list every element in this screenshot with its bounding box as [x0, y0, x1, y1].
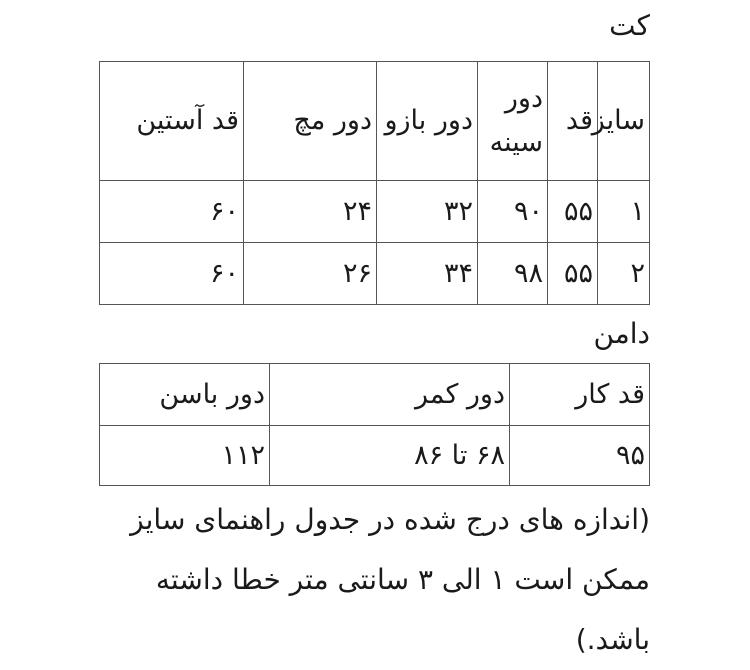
- table-cell: ۱: [598, 181, 650, 243]
- skirt-title: دامن: [593, 317, 650, 350]
- header-size: سایز: [598, 62, 650, 181]
- table-cell: ۹۸: [478, 243, 548, 305]
- table-cell: ۶۰: [100, 243, 244, 305]
- table-header-row: [100, 364, 650, 426]
- table-row: [100, 426, 650, 486]
- table-row: [100, 181, 650, 243]
- table-cell: ۵۵: [548, 181, 598, 243]
- header-arm: دور بازو: [377, 62, 478, 181]
- table-cell: ۳۴: [377, 243, 478, 305]
- table-header-row: [100, 62, 650, 181]
- table-cell: ۶۰: [100, 181, 244, 243]
- table-cell: ۲۴: [244, 181, 377, 243]
- header-hip: دور باسن: [100, 364, 270, 426]
- header-skirt-length: قد کار: [510, 364, 650, 426]
- jacket-size-table: [99, 61, 650, 305]
- header-length: قد: [548, 62, 598, 181]
- header-wrist: دور مچ: [244, 62, 377, 181]
- table-cell: ۹۰: [478, 181, 548, 243]
- header-chest: دور سینه: [478, 62, 548, 181]
- table-cell: ۵۵: [548, 243, 598, 305]
- header-waist: دور کمر: [270, 364, 510, 426]
- table-row: [100, 243, 650, 305]
- table-cell: ۲: [598, 243, 650, 305]
- table-cell: ۶۸ تا ۸۶: [270, 426, 510, 486]
- table-cell: ۱۱۲: [100, 426, 270, 486]
- skirt-size-table: [99, 363, 650, 486]
- header-sleeve-length: قد آستین: [100, 62, 244, 181]
- size-disclaimer-note: (اندازه های درج شده در جدول راهنمای سایز ممکن است ۱ الی ۳ سانتی متر خطا داشته باشد.): [130, 503, 650, 656]
- table-cell: ۳۲: [377, 181, 478, 243]
- jacket-title: کت: [609, 9, 650, 42]
- table-cell: ۲۶: [244, 243, 377, 305]
- table-cell: ۹۵: [510, 426, 650, 486]
